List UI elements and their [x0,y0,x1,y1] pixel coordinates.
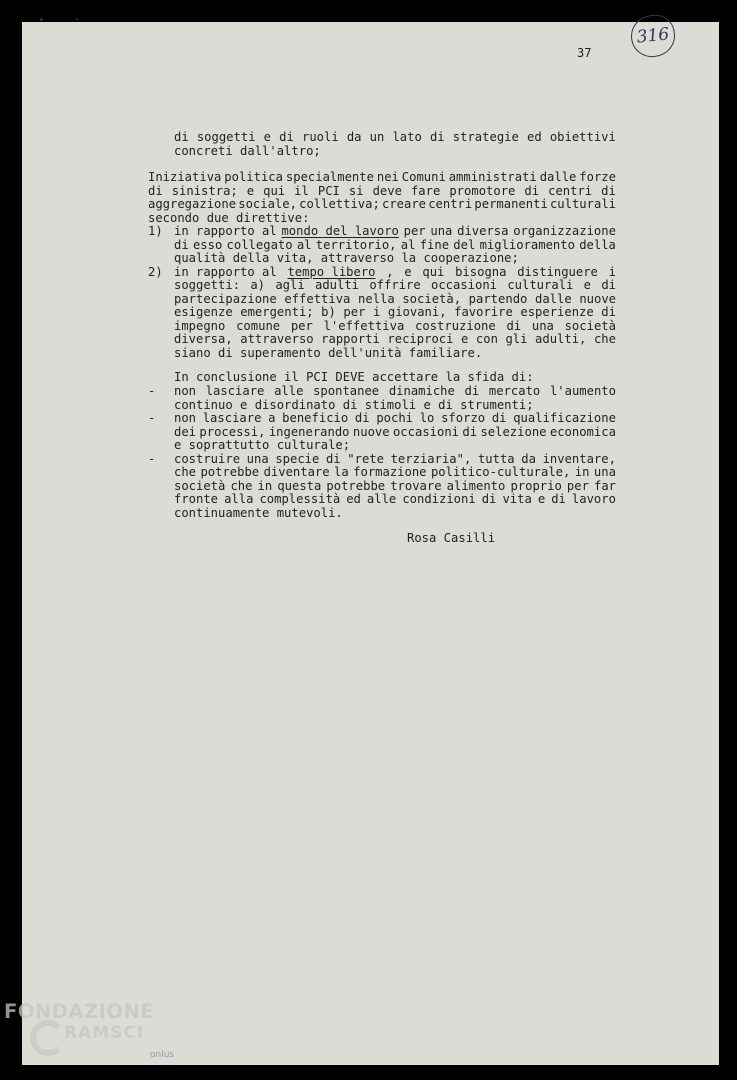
list-item-line: soggetti: a) agli adulti offrire occasioni culturali e di [174,278,616,292]
bullet-line: fronte alla complessità ed alle condizioni di vita e di lavoro [174,492,616,506]
list-item-line: qualità della vita, attraverso la cooperazione; [174,251,519,265]
watermark-line2: RAMSCI [64,1023,145,1043]
bullet-line: costruire una specie di "rete terziaria", tutta da inventare, [174,451,616,466]
list-item-line: partecipazione effettiva nella società, partendo dalle nuove [174,291,616,306]
list-item-line: esigenze emergenti; b) per i giovani, favorire esperienze di [174,305,616,319]
watermark-g-logo [30,1020,66,1056]
paragraph-continuation-line: di soggetti e di ruoli da un lato di strategie ed obiettivi [174,130,616,144]
paragraph-line: secondo due direttive: [148,210,310,225]
bullet-line: che potrebbe diventare la formazione politico-culturale, in una [174,465,616,479]
underlined-phrase: mondo del lavoro [281,224,399,238]
bullet-line: non lasciare alle spontanee dinamiche di mercato l'aumento [174,384,616,398]
bullet-line: continuamente mutevoli. [174,505,343,520]
list-item-line: impegno comune per l'effettiva costruzione di una società [174,318,616,333]
list-marker: 2) [148,264,163,279]
list-item-line: siano di superamento dell'unità familiare. [174,345,483,360]
bullet-marker: - [148,384,156,398]
bullet-marker: - [148,451,156,466]
signature: Rosa Casilli [407,531,496,545]
bullet-marker: - [148,411,156,425]
list-marker: 1) [148,224,163,238]
underlined-phrase: tempo libero [287,264,376,279]
list-item-line: in rapporto al mondo del lavoro per una diversa organizzazione [174,224,616,238]
paragraph-line: aggregazione sociale, collettiva; creare centri permanenti culturali [148,197,616,211]
bullet-line: continuo e disordinato di stimoli e di strumenti; [174,397,534,412]
paragraph-continuation-line: concreti dall'altro; [174,143,321,158]
bullet-line: dei processi, ingenerando nuove occasioni di selezione economica [174,424,616,439]
handwritten-page-number: 316 [629,13,677,59]
page-number: 37 [577,46,592,60]
bullet-line: e soprattutto culturale; [174,438,351,452]
list-item-line: diversa, attraverso rapporti reciproci e con gli adulti, che [174,332,616,346]
list-item-line: in rapporto al tempo libero , e qui bisogna distinguere i [174,264,616,279]
foundation-watermark [4,1000,204,1080]
conclusion-intro: In conclusione il PCI DEVE accettare la sfida di: [174,370,534,384]
paragraph-line: di sinistra; e qui il PCI si deve fare promotore di centri di [148,183,616,198]
bullet-line: società che in questa potrebbe trovare alimento proprio per far [174,478,616,493]
watermark-line1: FONDAZIONE [4,1000,155,1023]
scan-artifact [40,18,110,22]
paragraph-line: Iniziativa politica specialmente nei Comuni amministrati dalle forze [148,170,616,184]
watermark-suffix: onlus [150,1050,175,1060]
list-item-line: di esso collegato al territorio, al fine del miglioramento della [174,237,616,252]
bullet-line: non lasciare a beneficio di pochi lo sforzo di qualificazione [174,411,616,425]
